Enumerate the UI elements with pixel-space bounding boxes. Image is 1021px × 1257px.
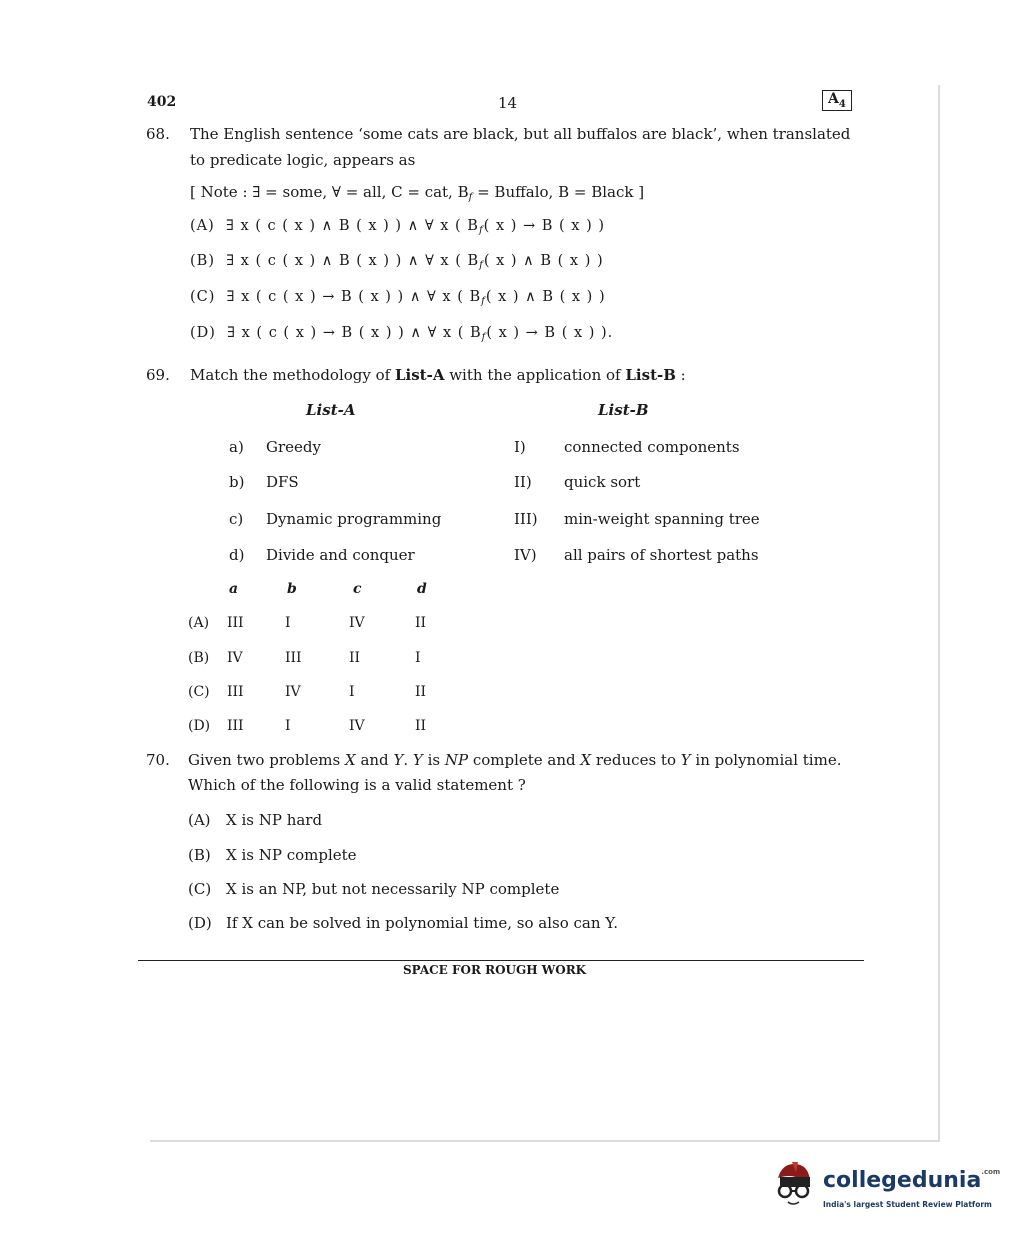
- list-a-item-text: Greedy: [266, 438, 321, 456]
- q70-line1: Given two problems X and Y. Y is NP complete and X reduces to Y in polynomial time.: [188, 751, 842, 769]
- q68-option-label: (B): [190, 253, 215, 269]
- grid-cell: I: [285, 615, 291, 631]
- list-a-item-key: b): [229, 473, 245, 491]
- list-a-item-key: c): [229, 510, 244, 528]
- grid-cell: IV: [285, 684, 301, 700]
- student-mascot-icon: [768, 1158, 820, 1216]
- grid-cell: I: [349, 684, 355, 700]
- list-a-item-key: d): [229, 546, 245, 564]
- grid-cell: IV: [349, 615, 365, 631]
- grid-cell: I: [415, 650, 421, 666]
- grid-cell: III: [227, 718, 244, 734]
- q68-note-text: [ Note : ∃ = some, ∀ = all, C = cat, B: [190, 183, 469, 201]
- grid-cell: III: [227, 684, 244, 700]
- list-b-item-key: III): [514, 510, 538, 528]
- q69-number: 69.: [146, 366, 170, 384]
- list-a-item-key: a): [229, 438, 244, 456]
- q70-option-text: X is NP hard: [226, 811, 323, 829]
- set-number: 4: [838, 98, 846, 110]
- grid-row-label: (C): [188, 684, 210, 700]
- grid-header: b: [287, 581, 297, 597]
- q68-option-a: (A) ∃ x ( c ( x ) ∧ B ( x ) ) ∧ ∀ x ( $B_f$( x ) → B ( x ) ): [190, 218, 605, 236]
- grid-header: d: [417, 581, 427, 597]
- q70-option-label: (D): [188, 914, 212, 932]
- q68-line1: The English sentence ‘some cats are black, but all buffalos are black’, when translated: [190, 125, 851, 143]
- q68-note-end: = Buffalo, B = Black ]: [472, 183, 645, 201]
- grid-header: a: [229, 581, 239, 597]
- logo-wordmark: collegedunia$^{.com}$: [823, 1168, 1001, 1193]
- q68-option-label: (A): [190, 218, 215, 234]
- q68-option-d: (D) ∃ x ( c ( x ) → B ( x ) ) ∧ ∀ x ( $B_f$( x ) → B ( x ) ).: [190, 325, 614, 343]
- list-b-item-text: min-weight spanning tree: [564, 510, 760, 528]
- grid-cell: III: [227, 615, 244, 631]
- list-b-item-key: II): [514, 473, 532, 491]
- q68-note-sub: f: [468, 192, 473, 203]
- page-edge-bottom: [150, 1140, 940, 1142]
- q70-option-label: (B): [188, 846, 211, 864]
- q68-option-c: (C) ∃ x ( c ( x ) → B ( x ) ) ∧ ∀ x ( $B_f$( x ) ∧ B ( x ) ): [190, 289, 606, 307]
- list-a-item-text: Dynamic programming: [266, 510, 442, 528]
- q68-option-b: (B) ∃ x ( c ( x ) ∧ B ( x ) ) ∧ ∀ x ( $B_f$( x ) ∧ B ( x ) ): [190, 253, 604, 271]
- list-b-title: List-B: [598, 401, 649, 419]
- grid-cell: IV: [227, 650, 243, 666]
- list-b-item-key: I): [514, 438, 526, 456]
- page-number: 14: [498, 94, 518, 112]
- grid-cell: II: [415, 684, 427, 700]
- list-b-item-key: IV): [514, 546, 537, 564]
- grid-row-label: (A): [188, 615, 210, 631]
- list-b-item-text: quick sort: [564, 473, 641, 491]
- list-b-item-text: connected components: [564, 438, 740, 456]
- q70-option-text: X is an NP, but not necessarily NP complete: [226, 880, 560, 898]
- q69-stem: Match the methodology of List-A with the application of List-B :: [190, 366, 686, 384]
- q68-number: 68.: [146, 125, 170, 143]
- grid-cell: II: [349, 650, 361, 666]
- paper-code: 402: [147, 94, 177, 110]
- rough-work-label: SPACE FOR ROUGH WORK: [403, 963, 587, 977]
- grid-cell: II: [415, 615, 427, 631]
- list-a-title: List-A: [306, 401, 356, 419]
- grid-row-label: (B): [188, 650, 210, 666]
- list-a-item-text: Divide and conquer: [266, 546, 415, 564]
- grid-cell: IV: [349, 718, 365, 734]
- q70-option-label: (A): [188, 811, 211, 829]
- collegedunia-logo: [768, 1158, 1001, 1218]
- list-b-item-text: all pairs of shortest paths: [564, 546, 759, 564]
- q68-option-label: (D): [190, 325, 216, 341]
- q68-line2: to predicate logic, appears as: [190, 151, 416, 169]
- grid-cell: I: [285, 718, 291, 734]
- grid-row-label: (D): [188, 718, 211, 734]
- q70-option-text: X is NP complete: [226, 846, 357, 864]
- set-code-box: [822, 90, 852, 111]
- rough-work-divider: [138, 960, 864, 961]
- set-letter: A: [828, 91, 839, 107]
- page-edge-right: [938, 85, 940, 1140]
- logo-tagline: India's largest Student Review Platform: [823, 1200, 992, 1209]
- list-a-item-text: DFS: [266, 473, 299, 491]
- grid-cell: II: [415, 718, 427, 734]
- q70-line2: Which of the following is a valid statement ?: [188, 776, 526, 794]
- grid-cell: III: [285, 650, 302, 666]
- q70-option-label: (C): [188, 880, 212, 898]
- q70-number: 70.: [146, 751, 170, 769]
- q68-option-label: (C): [190, 289, 216, 305]
- q68-note: [190, 183, 644, 203]
- grid-header: c: [353, 581, 362, 597]
- q70-option-text: If X can be solved in polynomial time, so also can Y.: [226, 914, 619, 932]
